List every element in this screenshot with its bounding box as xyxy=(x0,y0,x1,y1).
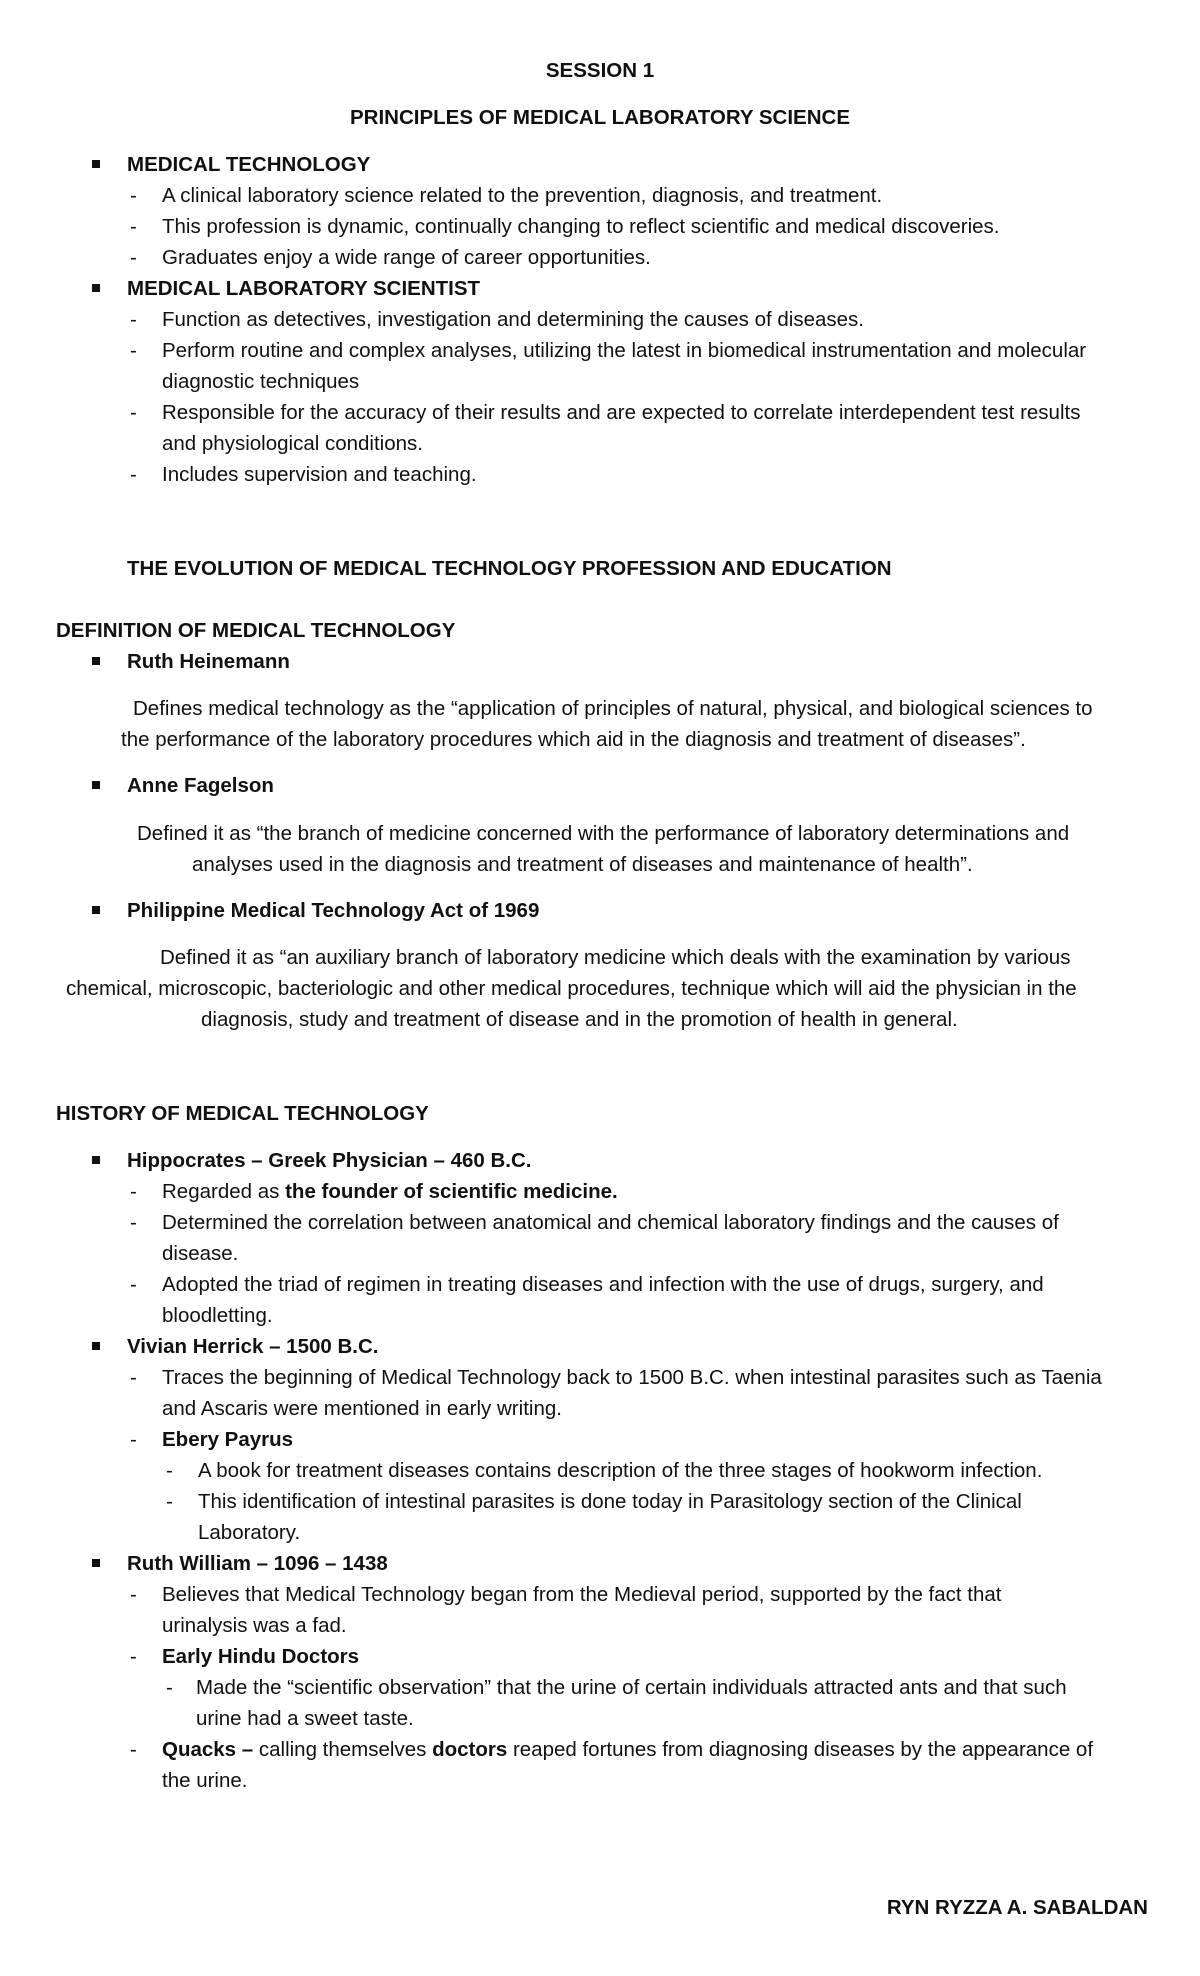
evolution-title: THE EVOLUTION OF MEDICAL TECHNOLOGY PROFESSION AND EDUCATION xyxy=(127,557,892,580)
list-item xyxy=(162,1734,1093,1765)
history-heading: HISTORY OF MEDICAL TECHNOLOGY xyxy=(56,1102,429,1125)
list-item: This profession is dynamic, continually changing to reflect scientific and medical discoveries. xyxy=(162,215,1000,238)
sub-list-item-continuation: Laboratory. xyxy=(198,1521,301,1544)
herrick-name: Vivian Herrick – 1500 B.C. xyxy=(127,1335,379,1358)
dash-marker: - xyxy=(130,1428,137,1451)
list-item: Responsible for the accuracy of their results and are expected to correlate interdependent test results xyxy=(162,401,1081,424)
list-item: Function as detectives, investigation and determining the causes of diseases. xyxy=(162,308,864,331)
dash-marker: - xyxy=(130,1738,137,1761)
list-item: Determined the correlation between anatomical and chemical laboratory findings and the causes of xyxy=(162,1211,1059,1234)
definition-text: Defines medical technology as the “application of principles of natural, physical, and biological sciences to xyxy=(133,697,1093,720)
dash-marker: - xyxy=(130,246,137,269)
sub-list-item: Made the “scientific observation” that the urine of certain individuals attracted ants and that such xyxy=(196,1676,1067,1699)
bullet-square-icon xyxy=(92,657,100,665)
list-item-continuation: and Ascaris were mentioned in early writing. xyxy=(162,1397,562,1420)
bullet-square-icon xyxy=(92,160,100,168)
dash-marker: - xyxy=(130,339,137,362)
list-item-text: reaped fortunes from diagnosing diseases by the appearance of xyxy=(507,1738,1094,1761)
bullet-square-icon xyxy=(92,1342,100,1350)
list-item-emphasis: doctors xyxy=(432,1738,508,1761)
list-item: Believes that Medical Technology began from the Medieval period, supported by the fact that xyxy=(162,1583,1002,1606)
hippocrates-name: Hippocrates – Greek Physician – 460 B.C. xyxy=(127,1149,532,1172)
dash-marker: - xyxy=(130,1645,137,1668)
fagelson-name: Anne Fagelson xyxy=(127,774,274,797)
list-item-text: calling themselves xyxy=(253,1738,433,1761)
bullet-square-icon xyxy=(92,781,100,789)
bullet-square-icon xyxy=(92,284,100,292)
list-item: Perform routine and complex analyses, utilizing the latest in biomedical instrumentation and molecular xyxy=(162,339,1087,362)
mls-heading: MEDICAL LABORATORY SCIENTIST xyxy=(127,277,481,300)
list-item-continuation: the urine. xyxy=(162,1769,248,1792)
william-name: Ruth William – 1096 – 1438 xyxy=(127,1552,388,1575)
heinemann-name: Ruth Heinemann xyxy=(127,650,290,673)
author-name: RYN RYZZA A. SABALDAN xyxy=(886,1896,1148,1919)
list-item xyxy=(162,1176,618,1207)
sub-list-item: A book for treatment diseases contains description of the three stages of hookworm infection. xyxy=(198,1459,1043,1482)
ebery-heading: Ebery Payrus xyxy=(162,1428,294,1451)
medtech-heading: MEDICAL TECHNOLOGY xyxy=(127,153,371,176)
dash-marker: - xyxy=(130,215,137,238)
dash-marker: - xyxy=(130,401,137,424)
act-name: Philippine Medical Technology Act of 1969 xyxy=(127,899,540,922)
list-item-continuation: disease. xyxy=(162,1242,239,1265)
list-item-continuation: urinalysis was a fad. xyxy=(162,1614,347,1637)
list-item-continuation: and physiological conditions. xyxy=(162,432,423,455)
definition-text: chemical, microscopic, bacteriologic and other medical procedures, technique which will aid the physician in the xyxy=(66,977,1077,1000)
section-title: PRINCIPLES OF MEDICAL LABORATORY SCIENCE xyxy=(349,106,851,129)
dash-marker: - xyxy=(166,1459,173,1482)
list-item-continuation: bloodletting. xyxy=(162,1304,273,1327)
dash-marker: - xyxy=(130,463,137,486)
dash-marker: - xyxy=(130,308,137,331)
dash-marker: - xyxy=(130,184,137,207)
list-item: A clinical laboratory science related to the prevention, diagnosis, and treatment. xyxy=(162,184,883,207)
definition-text: Defined it as “the branch of medicine concerned with the performance of laboratory determinations and xyxy=(137,822,1070,845)
definition-text: analyses used in the diagnosis and treatment of diseases and maintenance of health”. xyxy=(192,853,973,876)
hindu-heading: Early Hindu Doctors xyxy=(162,1645,360,1668)
list-item: Includes supervision and teaching. xyxy=(162,463,477,486)
list-item: Adopted the triad of regimen in treating diseases and infection with the use of drugs, surgery, and xyxy=(162,1273,1044,1296)
bullet-square-icon xyxy=(92,1559,100,1567)
definition-text: Defined it as “an auxiliary branch of laboratory medicine which deals with the examination by various xyxy=(160,946,1071,969)
list-item-text: Regarded as xyxy=(162,1180,286,1203)
dash-marker: - xyxy=(130,1211,137,1234)
definition-text: diagnosis, study and treatment of disease and in the promotion of health in general. xyxy=(201,1008,958,1031)
dash-marker: - xyxy=(166,1676,173,1699)
dash-marker: - xyxy=(166,1490,173,1513)
definition-text: the performance of the laboratory procedures which aid in the diagnosis and treatment of diseases”. xyxy=(121,728,1026,751)
definition-heading: DEFINITION OF MEDICAL TECHNOLOGY xyxy=(56,619,456,642)
bullet-square-icon xyxy=(92,906,100,914)
list-item: Graduates enjoy a wide range of career opportunities. xyxy=(162,246,651,269)
sub-list-item: This identification of intestinal parasites is done today in Parasitology section of the Clinical xyxy=(198,1490,1022,1513)
dash-marker: - xyxy=(130,1366,137,1389)
dash-marker: - xyxy=(130,1180,137,1203)
list-item-emphasis: the founder of scientific medicine. xyxy=(285,1180,618,1203)
session-title: SESSION 1 xyxy=(545,59,655,82)
list-item: Traces the beginning of Medical Technology back to 1500 B.C. when intestinal parasites such as Taenia xyxy=(162,1366,1102,1389)
list-item-continuation: diagnostic techniques xyxy=(162,370,360,393)
sub-list-item-continuation: urine had a sweet taste. xyxy=(196,1707,414,1730)
dash-marker: - xyxy=(130,1273,137,1296)
dash-marker: - xyxy=(130,1583,137,1606)
list-item-emphasis: Quacks – xyxy=(162,1738,254,1761)
bullet-square-icon xyxy=(92,1156,100,1164)
